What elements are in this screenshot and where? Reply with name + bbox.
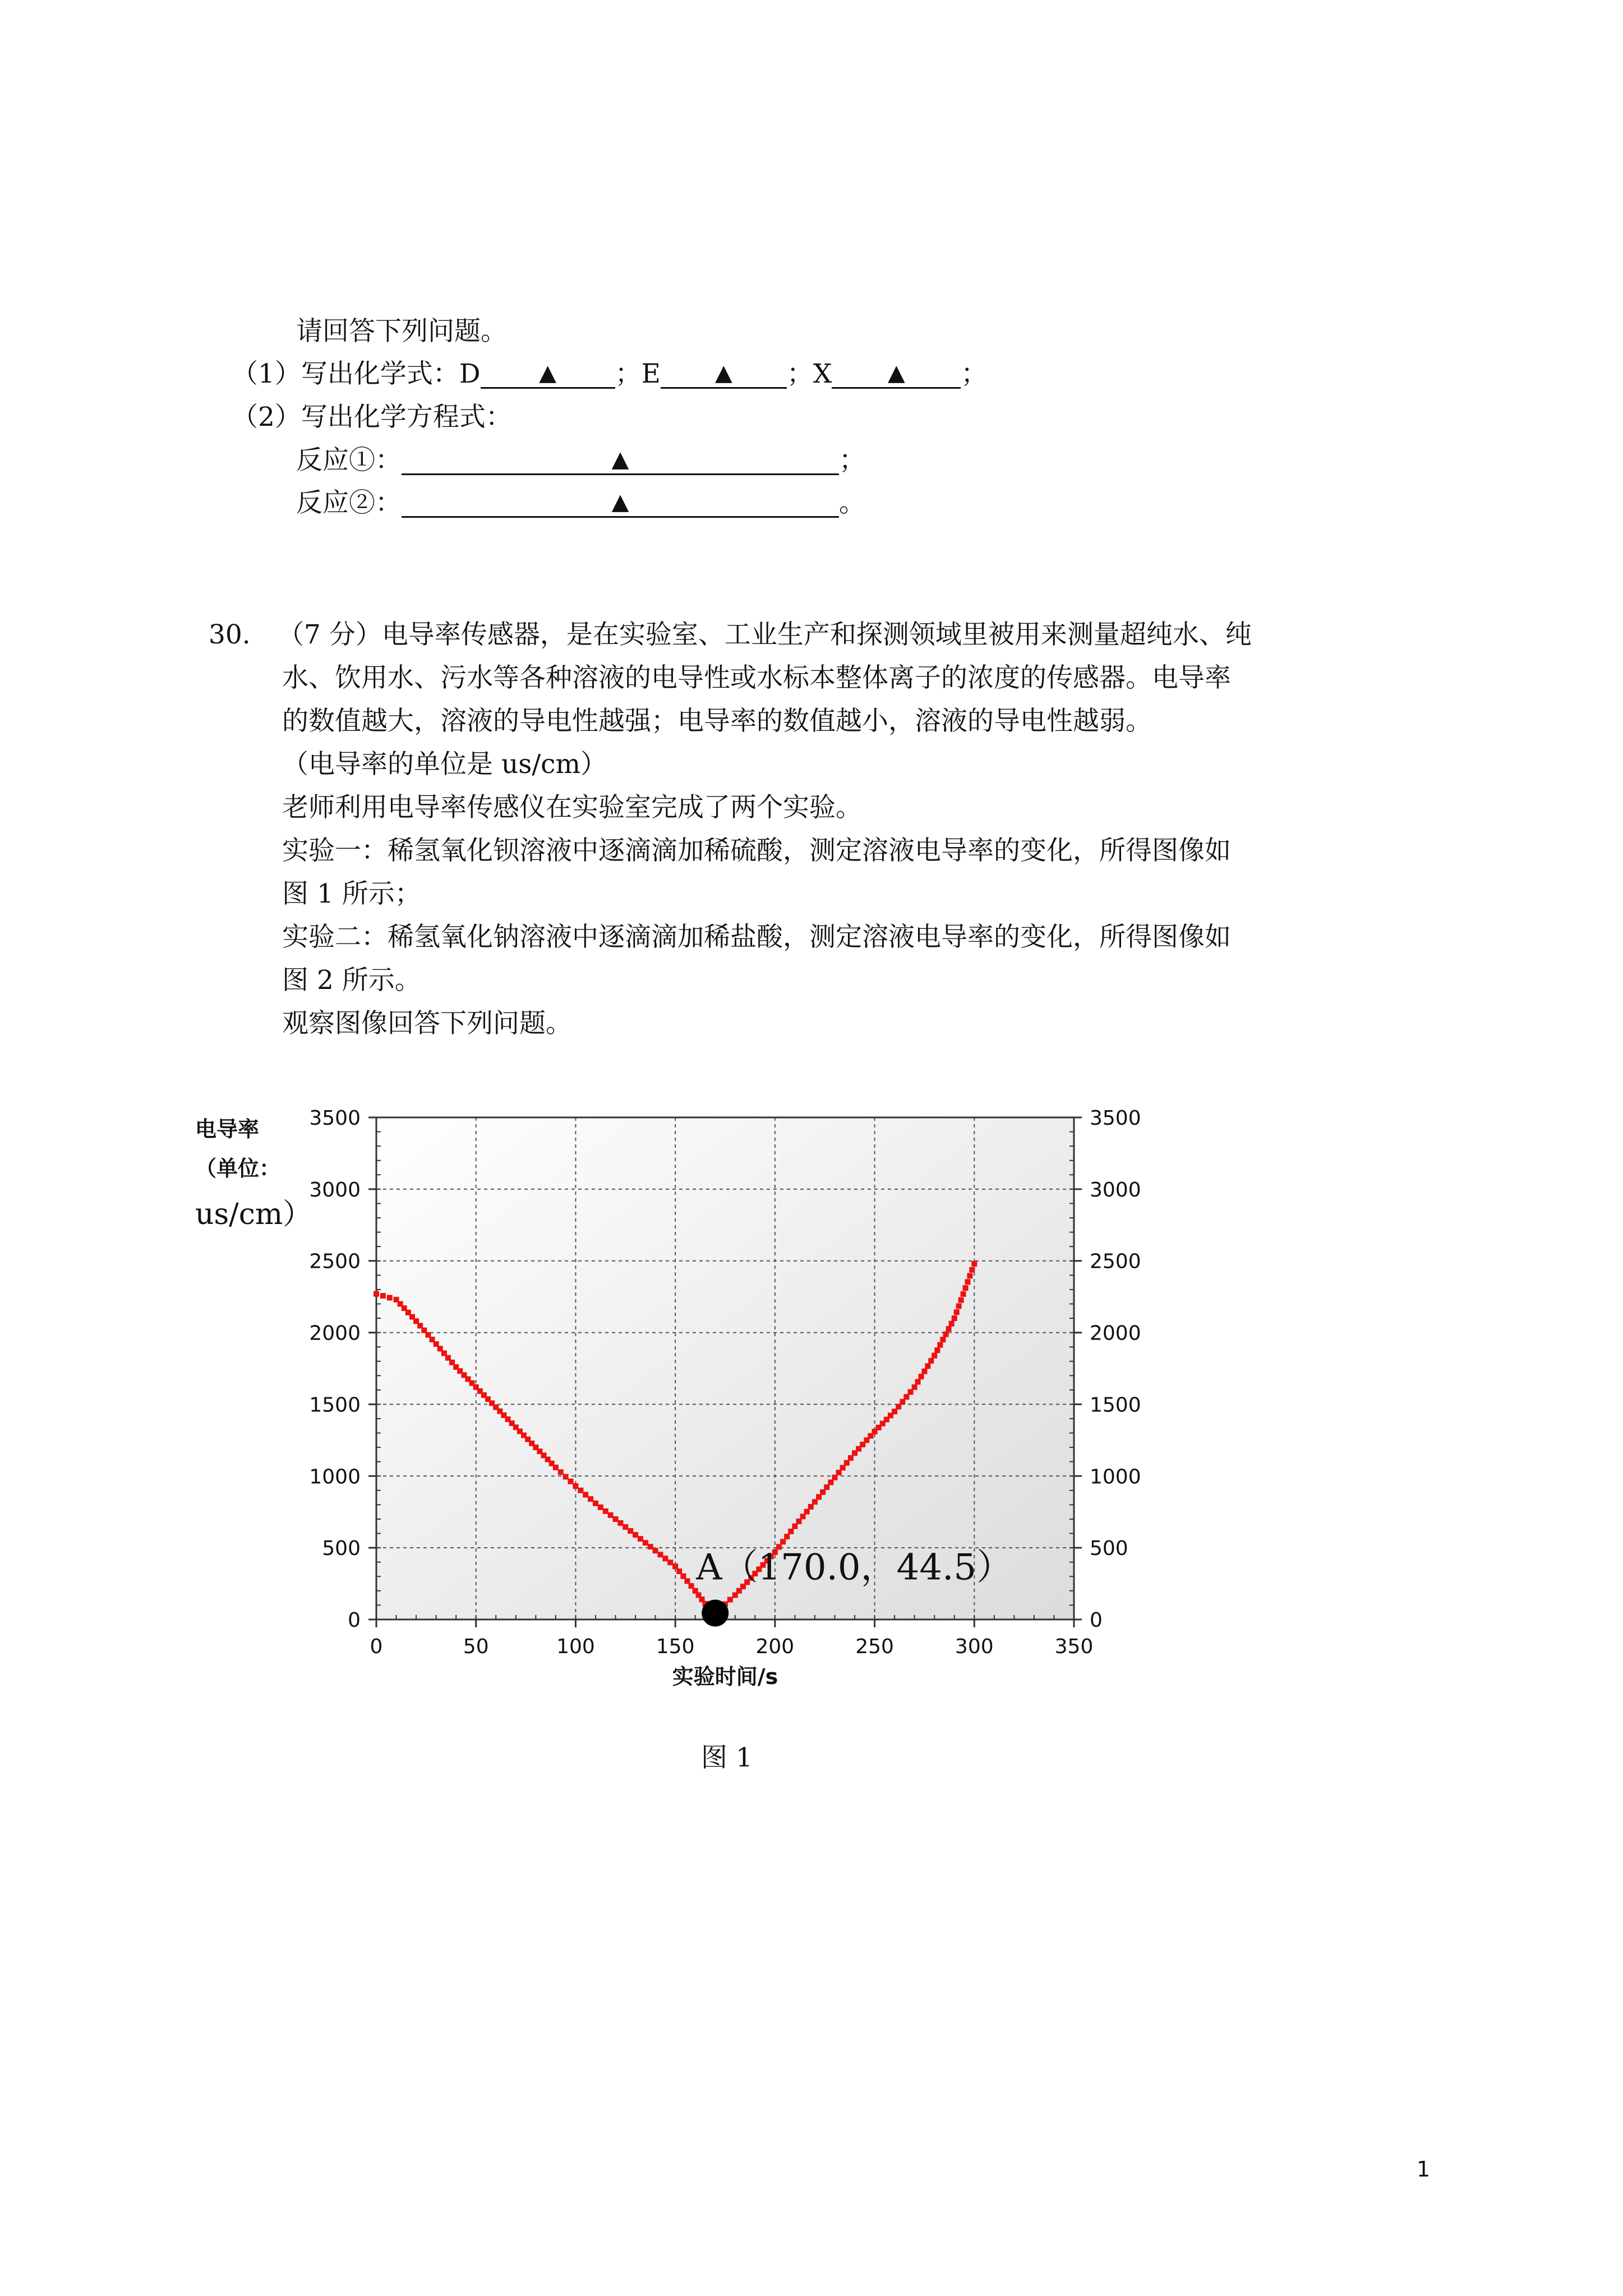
y-tick-label-left: 1500 bbox=[309, 1393, 361, 1417]
data-point bbox=[937, 1342, 943, 1347]
data-point bbox=[844, 1460, 850, 1466]
data-point bbox=[828, 1480, 833, 1485]
data-point bbox=[816, 1494, 822, 1500]
y-tick-label-right: 2500 bbox=[1090, 1250, 1141, 1273]
y-tick-label-left: 2500 bbox=[309, 1250, 361, 1273]
data-point bbox=[952, 1315, 957, 1321]
data-point bbox=[919, 1374, 924, 1379]
answer-blank-reaction-2[interactable] bbox=[402, 490, 839, 518]
data-point bbox=[613, 1516, 619, 1522]
data-point bbox=[727, 1597, 733, 1603]
figure-caption: 图 1 bbox=[701, 1742, 753, 1773]
x-axis-label: 实验时间/s bbox=[672, 1664, 778, 1689]
data-point bbox=[788, 1529, 794, 1534]
data-point bbox=[633, 1532, 638, 1538]
q1-e-label: E bbox=[641, 358, 661, 389]
y-axis-label-line-2: （单位： bbox=[195, 1156, 281, 1181]
triangle-marker-icon: ▲ bbox=[611, 447, 629, 472]
data-point bbox=[903, 1394, 909, 1400]
data-point bbox=[800, 1513, 806, 1519]
data-point bbox=[949, 1320, 955, 1326]
data-point bbox=[680, 1573, 686, 1579]
data-point bbox=[608, 1512, 614, 1518]
data-point bbox=[598, 1504, 603, 1510]
data-point bbox=[921, 1369, 927, 1374]
data-point bbox=[832, 1475, 837, 1480]
q30-line: 老师利用电导率传感仪在实验室完成了两个实验。 bbox=[282, 792, 862, 823]
data-point bbox=[961, 1291, 966, 1297]
x-tick-label: 0 bbox=[370, 1635, 383, 1658]
data-point bbox=[662, 1556, 668, 1561]
y-tick-label-left: 2000 bbox=[309, 1322, 361, 1345]
data-point bbox=[573, 1483, 578, 1489]
data-point bbox=[932, 1352, 937, 1358]
data-point bbox=[971, 1261, 977, 1267]
data-point bbox=[796, 1519, 802, 1524]
data-point bbox=[848, 1455, 854, 1461]
data-point bbox=[956, 1303, 962, 1309]
data-point bbox=[812, 1499, 818, 1504]
y-tick-label-left: 0 bbox=[348, 1609, 361, 1632]
q30-line: 实验二：稀氢氧化钠溶液中逐滴滴加稀盐酸，测定溶液电导率的变化，所得图像如 bbox=[282, 922, 1231, 953]
data-point bbox=[808, 1504, 814, 1510]
data-point bbox=[667, 1559, 673, 1565]
data-point bbox=[912, 1384, 917, 1390]
x-tick-label: 300 bbox=[955, 1635, 994, 1658]
data-point bbox=[628, 1528, 633, 1534]
data-point bbox=[965, 1279, 970, 1285]
data-point bbox=[623, 1524, 628, 1530]
plot-area bbox=[376, 1117, 1074, 1619]
q30-line: 的数值越大，溶液的导电性越强；电导率的数值越小，溶液的导电性越弱。 bbox=[282, 706, 1152, 737]
data-point bbox=[892, 1409, 897, 1414]
reaction-2-end: 。 bbox=[839, 487, 865, 518]
triangle-marker-icon: ▲ bbox=[715, 360, 732, 386]
y-tick-label-right: 0 bbox=[1090, 1609, 1103, 1632]
data-point bbox=[638, 1536, 643, 1542]
data-point bbox=[934, 1347, 940, 1353]
data-point bbox=[820, 1489, 826, 1495]
triangle-marker-icon: ▲ bbox=[887, 360, 905, 386]
q30-line: （电导率的单位是 us/cm） bbox=[282, 749, 607, 780]
y-tick-label-left: 3500 bbox=[309, 1107, 361, 1130]
data-point bbox=[804, 1509, 810, 1515]
data-point bbox=[824, 1484, 829, 1490]
y-axis-label-line-3: us/cm） bbox=[195, 1198, 312, 1231]
data-point bbox=[969, 1267, 975, 1273]
data-point bbox=[374, 1291, 379, 1297]
data-point bbox=[780, 1539, 786, 1544]
y-tick-label-right: 3500 bbox=[1090, 1107, 1141, 1130]
point-a-annotation: A（170.0，44.5） bbox=[696, 1547, 1013, 1589]
reaction-2 bbox=[296, 487, 865, 518]
data-point bbox=[954, 1309, 960, 1315]
data-point bbox=[967, 1273, 972, 1278]
data-point bbox=[380, 1293, 386, 1299]
x-tick-label: 250 bbox=[855, 1635, 894, 1658]
data-point bbox=[943, 1331, 949, 1337]
y-tick-label-left: 1000 bbox=[309, 1465, 361, 1489]
point-a-marker bbox=[702, 1600, 728, 1627]
data-point bbox=[588, 1496, 593, 1502]
q30-line: 图 2 所示。 bbox=[282, 965, 421, 996]
data-point bbox=[593, 1501, 598, 1506]
answer-blank-e[interactable] bbox=[661, 361, 787, 389]
data-point bbox=[784, 1534, 790, 1539]
answer-blank-reaction-1[interactable] bbox=[402, 447, 839, 475]
reaction-1 bbox=[296, 447, 865, 475]
figure-1-chart bbox=[185, 1094, 1195, 1713]
x-tick-label: 200 bbox=[755, 1635, 795, 1658]
data-point bbox=[553, 1465, 559, 1470]
data-point bbox=[946, 1326, 952, 1332]
data-point bbox=[684, 1578, 690, 1584]
x-tick-label: 100 bbox=[556, 1635, 595, 1658]
data-point bbox=[558, 1469, 564, 1475]
data-point bbox=[657, 1552, 663, 1557]
data-point bbox=[578, 1488, 583, 1493]
separator: ； bbox=[786, 358, 813, 389]
question-2: （2）写出化学方程式： bbox=[232, 402, 512, 432]
x-tick-label: 350 bbox=[1054, 1635, 1094, 1658]
question-30-body bbox=[278, 613, 1331, 1045]
data-point bbox=[925, 1363, 930, 1369]
answer-blank-d[interactable] bbox=[481, 361, 615, 389]
data-point bbox=[908, 1389, 914, 1395]
page-number: 1 bbox=[1417, 2157, 1431, 2182]
data-point bbox=[896, 1404, 901, 1410]
q1-x-label: X bbox=[813, 358, 832, 389]
data-point bbox=[653, 1548, 658, 1553]
reaction-1-end: ； bbox=[839, 445, 865, 476]
y-tick-label-left: 3000 bbox=[309, 1178, 361, 1202]
y-axis-label-line-1: 电导率 bbox=[195, 1117, 260, 1142]
q1-prefix: （1）写出化学式： bbox=[232, 358, 459, 389]
data-point bbox=[583, 1492, 588, 1498]
q30-line: 图 1 所示； bbox=[282, 878, 421, 909]
data-point bbox=[563, 1474, 569, 1480]
reaction-1-label: 反应①： bbox=[296, 445, 402, 476]
data-point bbox=[672, 1563, 678, 1569]
reaction-2-label: 反应②： bbox=[296, 487, 402, 518]
y-tick-label-right: 3000 bbox=[1090, 1178, 1141, 1202]
answer-blank-x[interactable] bbox=[832, 361, 961, 389]
question-30-number: 30. bbox=[209, 619, 251, 650]
data-point bbox=[840, 1465, 846, 1470]
x-tick-label: 150 bbox=[656, 1635, 695, 1658]
chart-svg bbox=[185, 1094, 1195, 1711]
y-tick-label-left: 500 bbox=[322, 1537, 361, 1561]
y-tick-label-right: 1000 bbox=[1090, 1465, 1141, 1489]
q1-d-label: D bbox=[459, 358, 481, 389]
data-point bbox=[603, 1508, 608, 1514]
q30-line: （7 分）电导率传感器，是在实验室、工业生产和探测领域里被用来测量超纯水、纯 bbox=[278, 619, 1252, 650]
data-point bbox=[962, 1285, 968, 1291]
x-tick-label: 50 bbox=[463, 1635, 489, 1658]
data-point bbox=[387, 1295, 393, 1300]
data-point bbox=[676, 1568, 682, 1574]
data-point bbox=[689, 1583, 694, 1589]
triangle-marker-icon: ▲ bbox=[611, 489, 629, 515]
data-point bbox=[940, 1337, 946, 1342]
intro-text: 请回答下列问题。 bbox=[296, 316, 507, 347]
triangle-marker-icon: ▲ bbox=[539, 360, 556, 386]
data-point bbox=[568, 1479, 574, 1484]
y-tick-label-right: 500 bbox=[1090, 1537, 1128, 1561]
data-point bbox=[792, 1524, 797, 1529]
data-point bbox=[900, 1399, 905, 1405]
data-point bbox=[643, 1540, 648, 1545]
q30-line: 水、饮用水、污水等各种溶液的电导性或水标本整体离子的浓度的传感器。电导率 bbox=[282, 662, 1231, 693]
data-point bbox=[928, 1358, 934, 1364]
separator: ； bbox=[961, 358, 988, 389]
y-tick-label-right: 1500 bbox=[1090, 1393, 1141, 1417]
data-point bbox=[648, 1544, 653, 1549]
q30-line: 实验一：稀氢氧化钡溶液中逐滴滴加稀硫酸，测定溶液电导率的变化，所得图像如 bbox=[282, 835, 1231, 866]
question-1 bbox=[232, 358, 988, 389]
separator: ； bbox=[615, 358, 642, 389]
q30-line: 观察图像回答下列问题。 bbox=[282, 1008, 572, 1039]
y-tick-label-right: 2000 bbox=[1090, 1322, 1141, 1345]
data-point bbox=[617, 1520, 623, 1526]
data-point bbox=[958, 1297, 964, 1303]
data-point bbox=[915, 1379, 921, 1384]
data-point bbox=[836, 1470, 842, 1475]
